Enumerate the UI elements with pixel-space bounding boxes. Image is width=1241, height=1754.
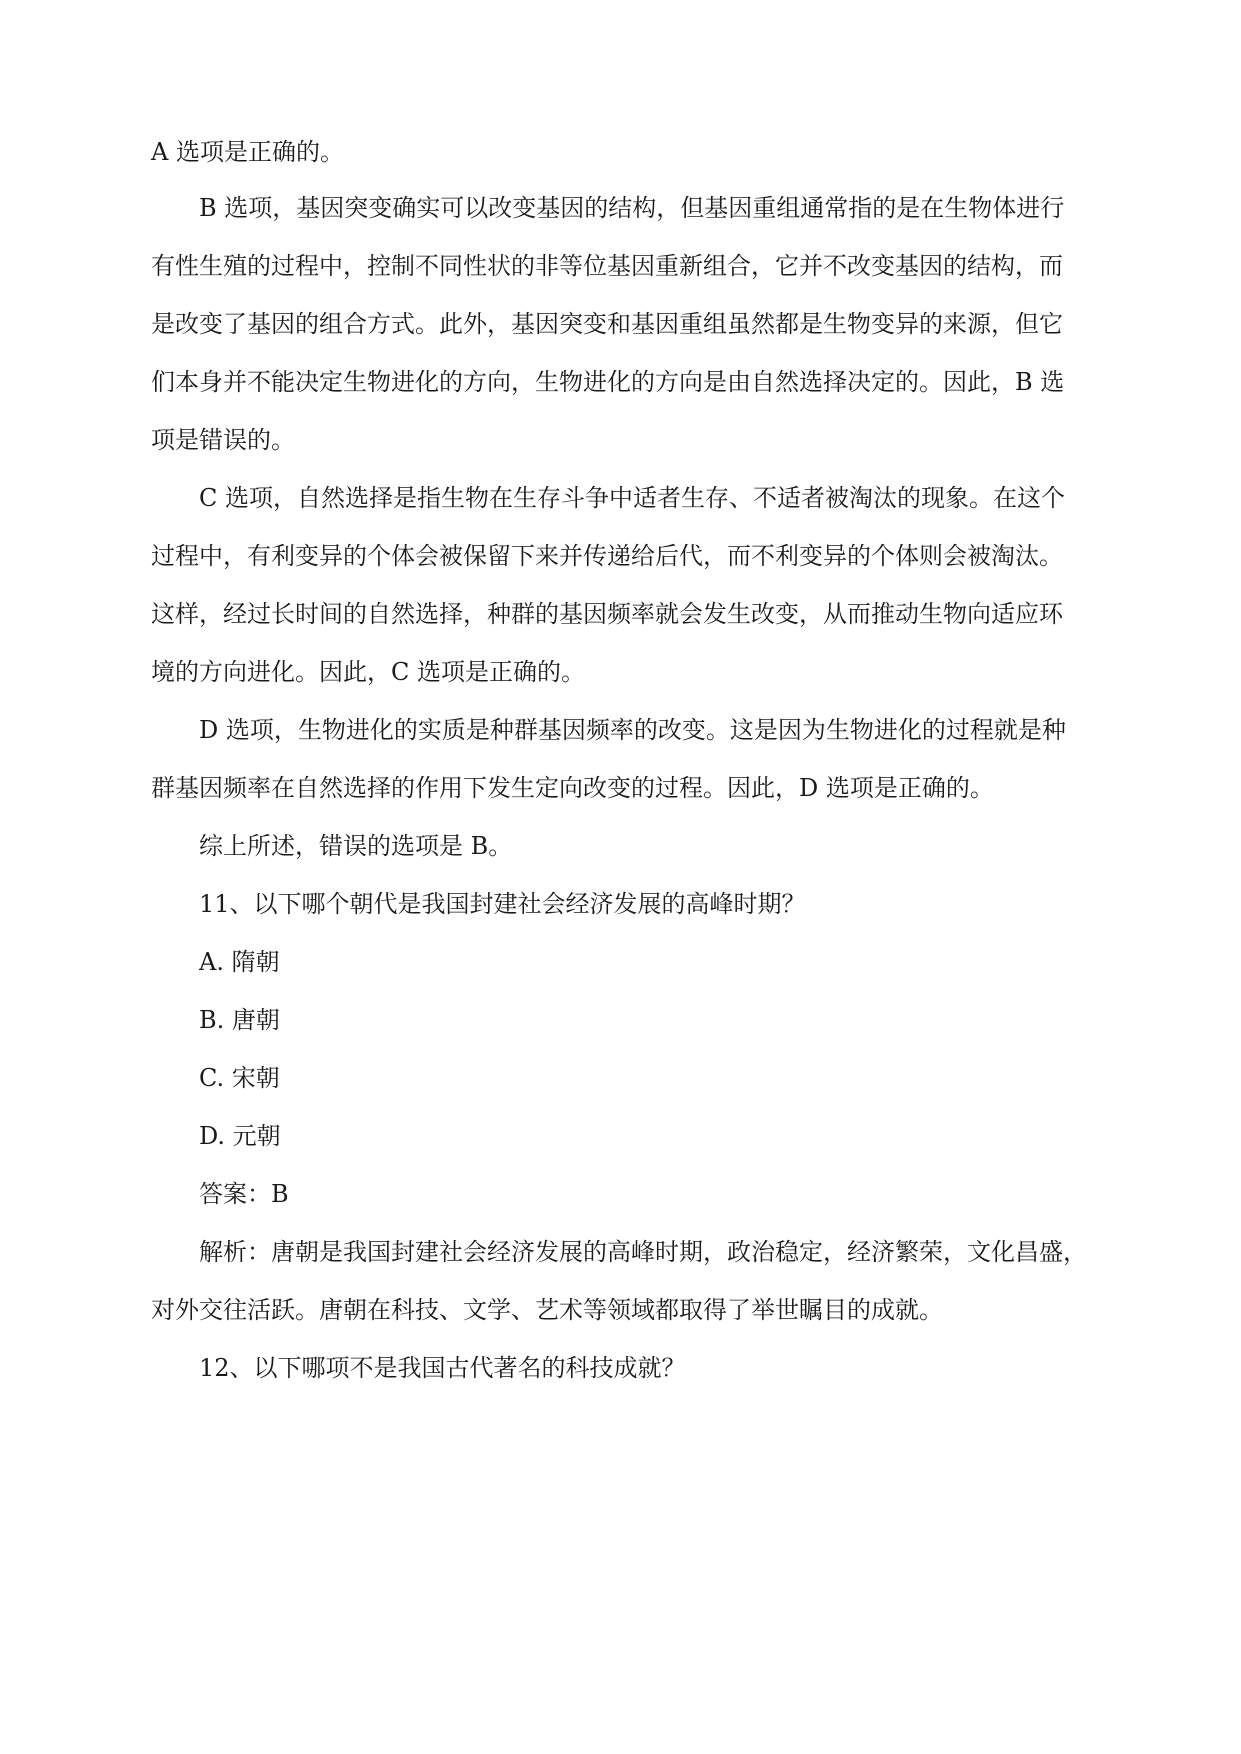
question-title: 11、以下哪个朝代是我国封建社会经济发展的高峰时期？ — [199, 890, 806, 918]
question-title: 12、以下哪项不是我国古代著名的科技成就？ — [199, 1354, 686, 1382]
option-c: C. 宋朝 — [199, 1064, 280, 1092]
text-line: 有性生殖的过程中，控制不同性状的非等位基因重新组合，它并不改变基因的结构，而 — [151, 252, 1063, 280]
explanation-line: 对外交往活跃。唐朝在科技、文学、艺术等领域都取得了举世瞩目的成就。 — [151, 1296, 943, 1324]
text-line: 这样，经过长时间的自然选择，种群的基因频率就会发生改变，从而推动生物向适应环 — [151, 600, 1063, 628]
text-line: D 选项，生物进化的实质是种群基因频率的改变。这是因为生物进化的过程就是种 — [199, 716, 1066, 744]
option-d: D. 元朝 — [199, 1122, 281, 1150]
text-line: 境的方向进化。因此，C 选项是正确的。 — [151, 658, 585, 686]
explanation-line: 解析：唐朝是我国封建社会经济发展的高峰时期，政治稳定，经济繁荣，文化昌盛， — [199, 1238, 1087, 1266]
summary-line: 综上所述，错误的选项是 B。 — [199, 832, 513, 860]
text-line: 是改变了基因的组合方式。此外，基因突变和基因重组虽然都是生物变异的来源，但它 — [151, 310, 1063, 338]
text-line: A 选项是正确的。 — [151, 138, 344, 166]
option-a: A. 隋朝 — [199, 948, 280, 976]
text-line: C 选项，自然选择是指生物在生存斗争中适者生存、不适者被淘汰的现象。在这个 — [199, 484, 1065, 512]
text-line: B 选项，基因突变确实可以改变基因的结构，但基因重组通常指的是在生物体进行 — [199, 194, 1065, 222]
option-b: B. 唐朝 — [199, 1006, 280, 1034]
text-line: 群基因频率在自然选择的作用下发生定向改变的过程。因此，D 选项是正确的。 — [151, 774, 994, 802]
text-line: 们本身并不能决定生物进化的方向，生物进化的方向是由自然选择决定的。因此，B 选 — [151, 368, 1065, 396]
text-line: 过程中，有利变异的个体会被保留下来并传递给后代，而不利变异的个体则会被淘汰。 — [151, 542, 1063, 570]
text-line: 项是错误的。 — [151, 426, 295, 454]
answer-line: 答案：B — [199, 1180, 289, 1208]
